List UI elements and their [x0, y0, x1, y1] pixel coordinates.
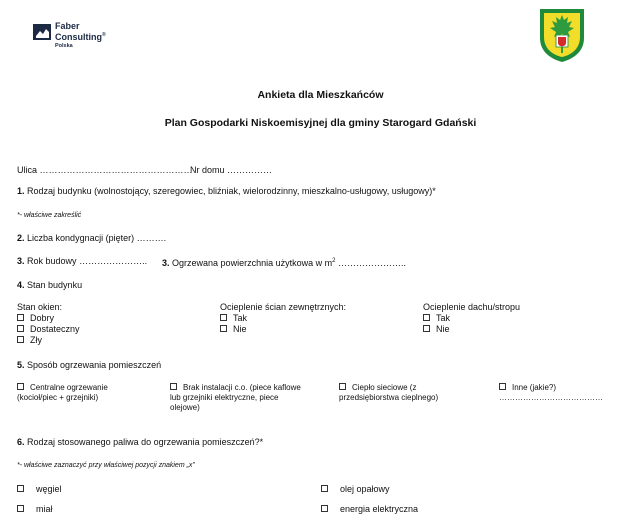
option-label: Inne (jakie?)	[512, 383, 557, 392]
roof-insulation-group	[423, 302, 520, 335]
question-1-note: *- właściwe zakreślić	[17, 212, 82, 219]
option-label: Dostateczny	[30, 324, 80, 334]
question-4-label: Stan budynku	[27, 280, 83, 290]
roof-option[interactable]	[423, 324, 520, 335]
checkbox-icon[interactable]	[220, 314, 227, 321]
walls-group-title: Ocieplenie ścian zewnętrznych:	[220, 302, 347, 312]
question-1	[17, 186, 436, 197]
option-label-cont: przedsiębiorstwa cieplnego)	[339, 393, 439, 402]
question-3b-blank[interactable]: …………………..	[337, 258, 406, 268]
checkbox-icon[interactable]	[423, 325, 430, 332]
question-4-number: 4.	[17, 280, 25, 290]
fuel-option[interactable]	[17, 484, 62, 495]
question-1-number: 1.	[17, 186, 25, 196]
checkbox-icon[interactable]	[499, 383, 506, 390]
question-2-number: 2.	[17, 233, 25, 243]
question-4	[17, 280, 82, 291]
option-label: Ciepło sieciowe (z	[352, 383, 417, 392]
windows-group-title: Stan okien:	[17, 302, 63, 312]
street-field[interactable]: Ulica ……………………………………………	[17, 165, 193, 175]
option-label: Tak	[233, 313, 248, 323]
question-6-label: Rodzaj stosowanego paliwa do ogrzewania pomieszczeń?*	[27, 437, 264, 447]
gmina-crest-icon	[537, 6, 587, 64]
windows-option[interactable]	[17, 335, 80, 346]
question-3-blank[interactable]: …………………..	[79, 256, 148, 266]
option-label: Tak	[436, 313, 451, 323]
question-3-number: 3.	[17, 256, 25, 266]
checkbox-icon[interactable]	[17, 505, 24, 512]
plan-title: Plan Gospodarki Niskoemisyjnej dla gminy Starogard Gdański	[164, 117, 477, 129]
option-label: olej opałowy	[340, 484, 390, 494]
faber-logo-mark-icon	[33, 22, 53, 42]
checkbox-icon[interactable]	[17, 325, 24, 332]
house-number-field[interactable]: Nr domu ……………	[190, 165, 273, 175]
option-label: Brak instalacji c.o. (piece kaflowe	[183, 383, 301, 392]
checkbox-icon[interactable]	[17, 383, 24, 390]
question-3-year	[17, 256, 147, 267]
windows-option[interactable]	[17, 324, 80, 335]
checkbox-icon[interactable]	[17, 336, 24, 343]
question-2	[17, 233, 166, 244]
roof-option[interactable]	[423, 313, 520, 324]
option-label: Dobry	[30, 313, 55, 323]
heating-option-district[interactable]	[339, 383, 438, 403]
fuel-option[interactable]	[321, 504, 418, 515]
heating-option-other[interactable]	[499, 383, 603, 403]
checkbox-icon[interactable]	[220, 325, 227, 332]
question-6	[17, 437, 263, 448]
question-6-note: *- właściwe zaznaczyć przy właściwej pozycji znakiem „x”	[17, 462, 195, 469]
heating-option-none[interactable]	[170, 383, 301, 413]
survey-title: Ankieta dla Mieszkańców	[257, 89, 384, 101]
heating-option-central[interactable]	[17, 383, 108, 403]
question-3-area	[162, 256, 406, 269]
question-2-label: Liczba kondygnacji (pięter)	[27, 233, 135, 243]
checkbox-icon[interactable]	[321, 485, 328, 492]
walls-insulation-group	[220, 302, 346, 335]
fuel-option[interactable]	[17, 504, 53, 515]
option-label: Zły	[30, 335, 42, 345]
question-1-options[interactable]: (wolnostojący, szeregowiec, bliźniak, wielorodzinny, mieszkalno-usługowy, usługowy)*	[94, 186, 436, 196]
question-2-blank[interactable]: ……….	[136, 233, 167, 243]
windows-group	[17, 302, 80, 346]
question-3-label: Rok budowy	[27, 256, 77, 266]
question-1-label: Rodzaj budynku	[27, 186, 92, 196]
question-3b-label: Ogrzewana powierzchnia użytkowa w m	[172, 258, 333, 268]
option-label-cont: (kocioł/piec + grzejniki)	[17, 393, 99, 402]
question-5-label: Sposób ogrzewania pomieszczeń	[27, 360, 162, 370]
checkbox-icon[interactable]	[17, 485, 24, 492]
walls-option[interactable]	[220, 324, 346, 335]
option-label: Nie	[436, 324, 450, 334]
checkbox-icon[interactable]	[170, 383, 177, 390]
question-5	[17, 360, 161, 371]
walls-option[interactable]	[220, 313, 346, 324]
logo-line1: Faber	[55, 21, 80, 31]
option-label-cont: lub grzejniki elektryczne, piece	[170, 393, 279, 402]
option-label: Centralne ogrzewanie	[30, 383, 108, 392]
question-5-number: 5.	[17, 360, 25, 370]
logo-line3: Polska	[55, 43, 73, 49]
option-label: węgiel	[36, 484, 62, 494]
checkbox-icon[interactable]	[321, 505, 328, 512]
option-label-cont: olejowe)	[170, 403, 200, 412]
question-3b-sup: 2	[332, 258, 336, 264]
windows-option[interactable]	[17, 313, 80, 324]
logo-registered-mark: ®	[102, 32, 106, 38]
checkbox-icon[interactable]	[17, 314, 24, 321]
question-3b-number: 3.	[162, 258, 170, 268]
option-label: miał	[36, 504, 53, 514]
other-blank[interactable]: …………………………………	[499, 393, 603, 402]
option-label: Nie	[233, 324, 247, 334]
roof-group-title: Ocieplenie dachu/stropu	[423, 302, 521, 312]
question-6-number: 6.	[17, 437, 25, 447]
checkbox-icon[interactable]	[339, 383, 346, 390]
logo-line2: Consulting	[55, 32, 102, 42]
faber-consulting-logo	[33, 22, 123, 50]
fuel-option[interactable]	[321, 484, 390, 495]
option-label: energia elektryczna	[340, 504, 419, 514]
checkbox-icon[interactable]	[423, 314, 430, 321]
